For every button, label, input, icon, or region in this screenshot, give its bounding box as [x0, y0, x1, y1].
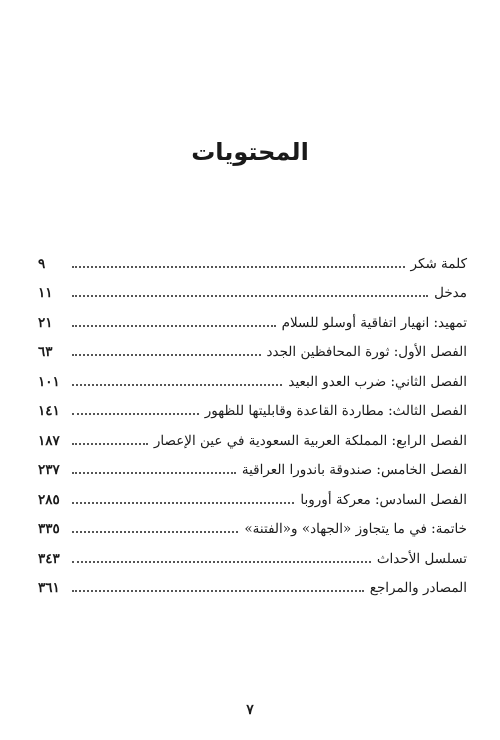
- page-number: ٧: [246, 702, 254, 718]
- dot-leader: [72, 590, 364, 592]
- dot-leader: [72, 354, 261, 356]
- toc-entry: [38, 301, 467, 331]
- toc-entry-title: تسلسل الأحداث: [376, 550, 467, 567]
- toc-entry-title: المصادر والمراجع: [369, 580, 467, 596]
- page-title: المحتويات: [191, 138, 309, 166]
- dot-leader: [72, 502, 294, 504]
- toc-entry-page: ٢٨٥: [38, 491, 60, 508]
- dot-leader: [72, 266, 405, 268]
- toc-entry-page: ٢٣٧: [38, 462, 60, 478]
- toc-entry-page: ٢١: [38, 314, 53, 331]
- toc-entry-page: ٣٣٥: [38, 521, 60, 537]
- dot-leader: [72, 413, 199, 415]
- toc-entry-page: ٦٣: [38, 344, 53, 360]
- table-of-contents: [38, 242, 467, 596]
- toc-entry-title: الفصل الأول: ثورة المحافظين الجدد: [266, 344, 467, 360]
- dot-leader: [72, 472, 236, 474]
- toc-entry-title: مدخل: [434, 285, 467, 301]
- toc-entry: [38, 360, 467, 390]
- toc-entry: [38, 508, 467, 538]
- toc-entry-page: ٩: [38, 255, 46, 272]
- toc-entry-title: الفصل الثالث: مطاردة القاعدة وقابليتها للظهور: [204, 403, 467, 419]
- toc-entry-page: ١٠١: [38, 373, 60, 390]
- dot-leader: [72, 384, 282, 386]
- toc-entry-title: الفصل الرابع: المملكة العربية السعودية في عين الإعصار: [153, 432, 467, 449]
- toc-entry-title: الفصل الثاني: ضرب العدو البعيد: [288, 373, 467, 390]
- toc-entry-page: ١٤١: [38, 403, 60, 419]
- toc-entry: [38, 567, 467, 597]
- dot-leader: [72, 325, 276, 327]
- toc-entry: [38, 272, 467, 302]
- toc-entry-title: الفصل الخامس: صندوقة باندورا العراقية: [241, 462, 467, 478]
- toc-entry-page: ١٨٧: [38, 432, 60, 449]
- toc-entry-page: ٣٦١: [38, 580, 60, 596]
- dot-leader: [72, 443, 148, 445]
- toc-entry: [38, 242, 467, 272]
- toc-entry: [38, 419, 467, 449]
- toc-entry-title: خاتمة: في ما يتجاوز «الجهاد» و«الفتنة»: [244, 521, 467, 537]
- toc-entry: [38, 331, 467, 361]
- toc-entry: [38, 390, 467, 420]
- toc-entry: [38, 478, 467, 508]
- toc-entry-page: ٣٤٣: [38, 550, 60, 567]
- toc-entry-title: تمهيد: انهيار اتفاقية أوسلو للسلام: [281, 314, 467, 331]
- toc-entry: [38, 537, 467, 567]
- toc-entry-page: ١١: [38, 285, 53, 301]
- toc-entry-title: الفصل السادس: معركة أوروبا: [300, 491, 467, 508]
- toc-entry: [38, 449, 467, 479]
- dot-leader: [72, 531, 238, 533]
- dot-leader: [72, 561, 371, 563]
- toc-entry-title: كلمة شكر: [410, 255, 467, 272]
- dot-leader: [72, 295, 428, 297]
